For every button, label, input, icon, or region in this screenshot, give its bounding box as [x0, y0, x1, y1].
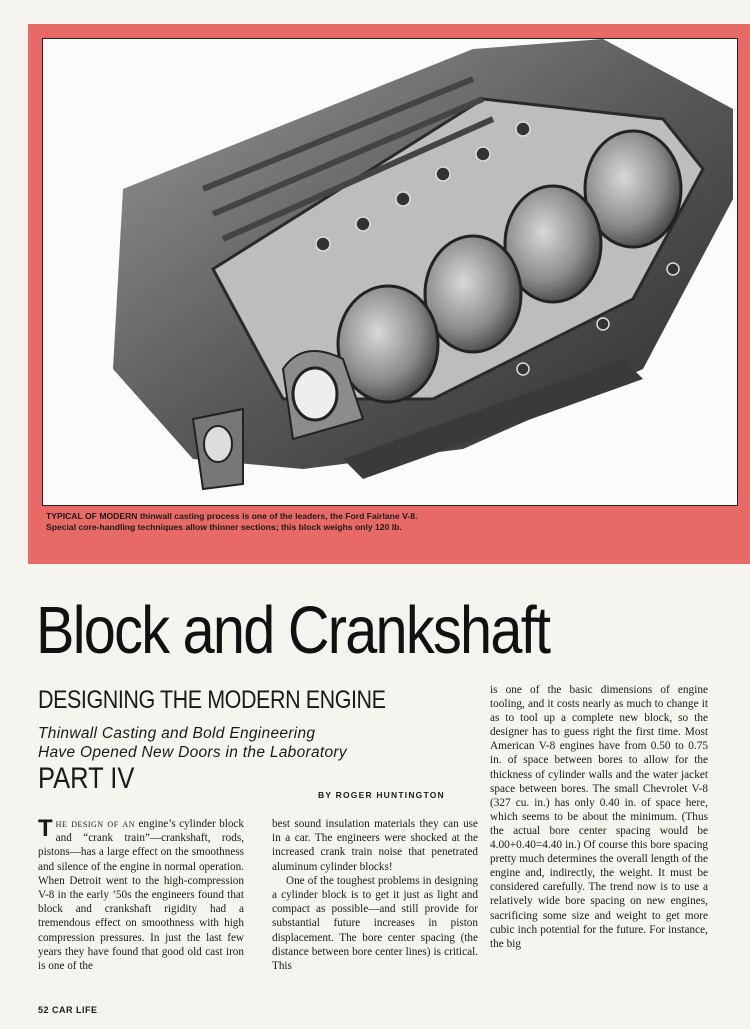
body-text: engine’s cylinder block and “crank train”—crankshaft, rods, pistons—has a large effect on the smoothness and silence of the engine in normal operation. When Detroit went to the high-compression V-8 in the early ’50s the engineers found that block and crankshaft rigidity had a tremendous effect on smoothness with high compression pressures. In just the last few years they have found that good old cast iron is one of the — [38, 818, 244, 973]
caption-lead: TYPICAL OF MODERN — [46, 511, 138, 521]
body-paragraph: One of the toughest problems in designing a cylinder block is to get it just as light and compact as possible—and still provide for substantial future increases in piston displacement. The bore center spacing (the distance between bore center lines) is critical. This — [272, 874, 478, 973]
body-paragraph — [38, 817, 244, 973]
article-title: Block and Crankshaft — [36, 593, 550, 668]
caption-line-2: Special core-handling techniques allow thinner sections; this block weighs only 120 lb. — [46, 522, 402, 532]
body-column-3 — [490, 683, 708, 951]
body-column-1 — [38, 817, 244, 973]
engine-block-photo — [42, 38, 738, 506]
photo-panel — [28, 24, 750, 564]
body-paragraph: is one of the basic dimensions of engine tooling, and it costs nearly as much to change it as to tool up a complete new block, so the designer has to guess right the first time. Most American V-8 engines have from 0.50 to 0.75 in. of space between bores to allow for the thickness of cylinder walls and the water jacket space between bores. The small Chevrolet V-8 (327 cu. in.) has only 0.40 in. of space here, which seems to be about the minimum. (Thus the actual bore center spacing would be 4.00+0.40=4.40 in.) Of course this bore spacing pretty much determines the overall length of the engine and, indirectly, the weight. It must be considered carefully. The trend now is to use a relatively wide bore spacing on new engines, sacrificing some size and weight to get more cubic inch potential for the future. For instance, the big — [490, 684, 708, 950]
engine-block-illustration — [43, 39, 737, 505]
part-label: PART IV — [38, 762, 135, 795]
article-deck — [38, 724, 478, 762]
caption-line-1: thinwall casting process is one of the leaders, the Ford Fairlane V-8. — [139, 511, 418, 521]
body-column-2 — [272, 817, 478, 973]
photo-caption — [46, 511, 736, 533]
page-folio: 52 CAR LIFE — [38, 1005, 98, 1015]
drop-cap: T — [38, 815, 53, 842]
byline: BY ROGER HUNTINGTON — [318, 790, 445, 800]
deck-line-1: Thinwall Casting and Bold Engineering — [38, 725, 316, 742]
lead-in: he design of an — [55, 818, 136, 830]
article-subtitle: DESIGNING THE MODERN ENGINE — [38, 686, 386, 714]
deck-line-2: Have Opened New Doors in the Laboratory — [38, 744, 347, 761]
body-paragraph: best sound insulation materials they can use in a car. The engineers were shocked at the increased crank train noise that penetrated aluminum cylinder blocks! — [272, 818, 478, 873]
